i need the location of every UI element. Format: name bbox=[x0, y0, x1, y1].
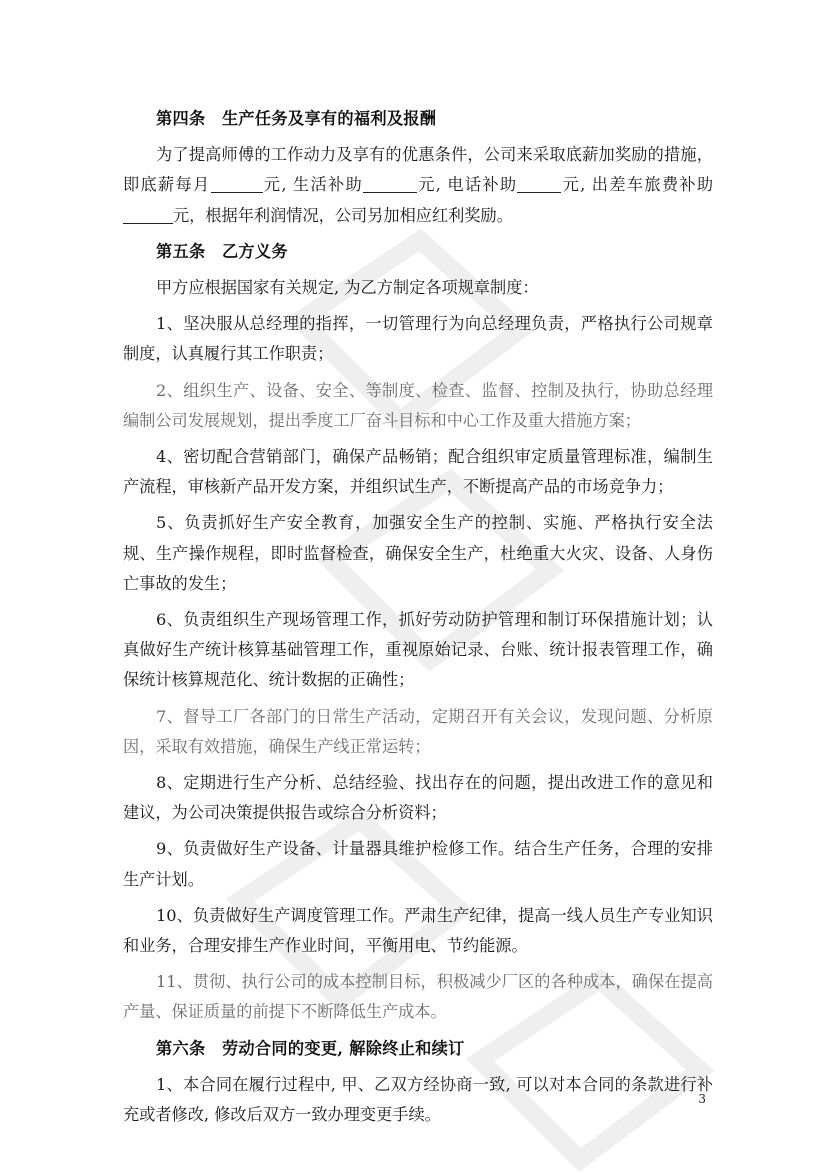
article5-item-2-text-a: 2、组织生产、设备、安全、等制度、检查、监督、控制及执行， bbox=[156, 380, 631, 400]
article5-item-9: 9、负责做好生产设备、计量器具维护检修工作。结合生产任务，合理的安排生产计划。 bbox=[123, 839, 713, 889]
article5-item-7: 7、督导工厂各部门的日常生产活动，定期召开有关会议，发现问题、分析原因，采取有效措施，确保生产线正常运转； bbox=[123, 706, 713, 756]
article5-item-1: 1、坚决服从总经理的指挥，一切管理行为向总经理负责，严格执行公司规章制度，认真履行其工作职责； bbox=[123, 314, 713, 364]
article5-item-2 bbox=[123, 376, 713, 436]
article5-item-6: 6、负责组织生产现场管理工作，抓好劳动防护管理和制订环保措施计划；认真做好生产统计核算基础管理工作，重视原始记录、台账、统计报表管理工作，确保统计核算规范化、统计数据的正确性； bbox=[123, 610, 713, 690]
article4-text-2: 元, 生活补助 bbox=[262, 175, 363, 195]
article5-item-11: 11、贯彻、执行公司的成本控制目标，积极减少厂区的各种成本，确保在提高产量、保证质量的前提下不断降低生产成本。 bbox=[123, 972, 713, 1022]
document-body bbox=[123, 104, 713, 1136]
article5-item-5: 5、负责抓好生产安全教育，加强安全生产的控制、实施、严格执行安全法规、生产操作规程，即时监督检查，确保安全生产，杜绝重大火灾、设备、人身伤亡事故的发生； bbox=[123, 513, 713, 593]
article5-item-2-text-b: 协助总经理编制公司发展规划，提出季度工厂奋斗目标和中心工作及重大措施方案； bbox=[123, 380, 714, 430]
article6-heading: 第六条 劳动合同的变更, 解除终止和续订 bbox=[156, 1038, 465, 1058]
article5-item-8: 8、定期进行生产分析、总结经验、找出存在的问题，提出改进工作的意见和建议，为公司决策提供报告或综合分析资料； bbox=[123, 773, 713, 823]
article4-paragraph bbox=[123, 140, 713, 231]
article5-heading: 第五条 乙方义务 bbox=[156, 241, 288, 261]
phone-allowance-blank[interactable] bbox=[517, 176, 561, 193]
living-allowance-blank[interactable] bbox=[363, 176, 417, 193]
page-number: 3 bbox=[698, 1092, 706, 1106]
article5-item-4: 4、密切配合营销部门，确保产品畅销；配合组织审定质量管理标准，编制生产流程，审核新产品开发方案，并组织试生产，不断提高产品的市场竞争力； bbox=[123, 447, 713, 497]
article4-text-1: 为了提高师傅的工作动力及享有的优惠条件，公司来采取底薪加奖励的措施，即底薪每月 bbox=[123, 145, 713, 195]
article4-text-4: 元, 出差车旅费补助 bbox=[561, 175, 714, 195]
article5-intro: 甲方应根据国家有关规定, 为乙方制定各项规章制度： bbox=[156, 278, 539, 298]
article4-text-3: 元, 电话补助 bbox=[416, 175, 518, 195]
article4-text-5: 元，根据年利润情况，公司另加相应红利奖励。 bbox=[173, 205, 513, 225]
travel-allowance-blank[interactable] bbox=[123, 206, 173, 223]
article5-item-10: 10、负责做好生产调度管理工作。严肃生产纪律，提高一线人员生产专业知识和业务，合理安排生产作业时间，平衡用电、节约能源。 bbox=[123, 905, 713, 956]
article4-heading: 第四条 生产任务及享有的福利及报酬 bbox=[156, 109, 437, 128]
base-salary-blank[interactable] bbox=[211, 176, 263, 193]
article6-item-1: 1、本合同在履行过程中, 甲、乙双方经协商一致, 可以对本合同的条款进行补充或者修改, 修改后双方一致办理变更手续。 bbox=[123, 1074, 713, 1125]
